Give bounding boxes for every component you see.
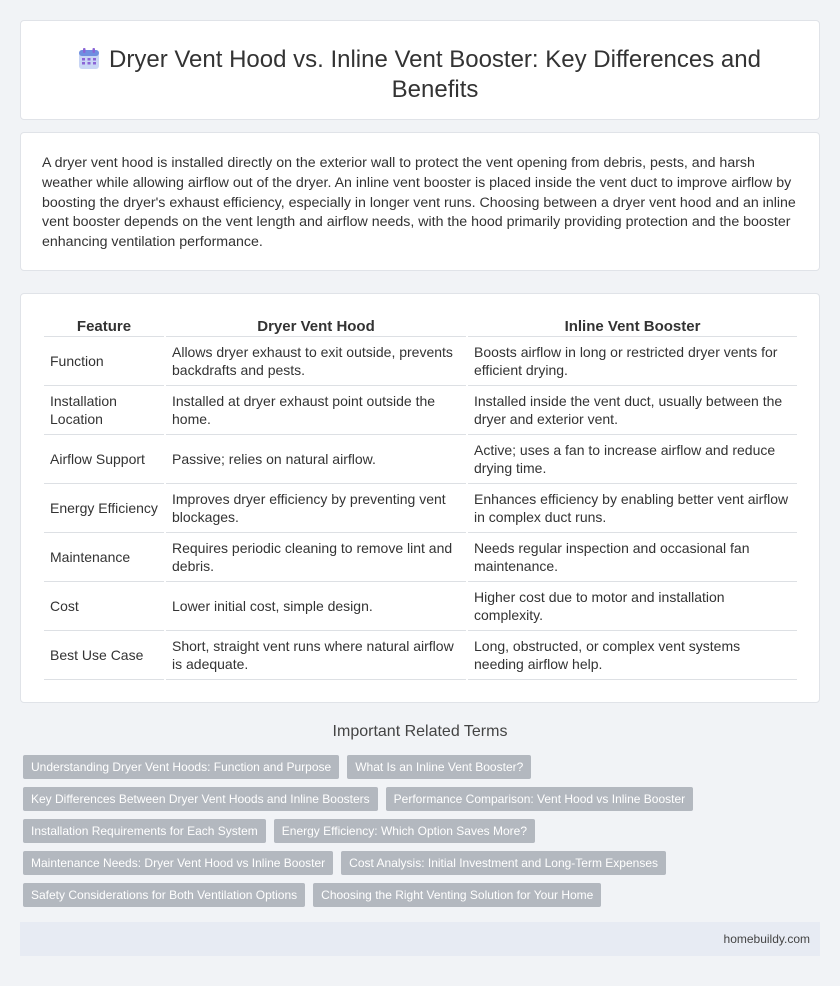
header-dryer-vent-hood: Dryer Vent Hood [166, 316, 466, 337]
related-term-link[interactable]: Understanding Dryer Vent Hoods: Function and Purpose [23, 755, 339, 779]
table-row [44, 484, 797, 533]
related-term-link[interactable]: Safety Considerations for Both Ventilation Options [23, 883, 305, 907]
page-title: Dryer Vent Hood vs. Inline Vent Booster: Key Differences and Benefits [109, 46, 761, 103]
title-card [20, 20, 820, 120]
hood-cell: Lower initial cost, simple design. [166, 582, 466, 631]
related-term-link[interactable]: Energy Efficiency: Which Option Saves More? [274, 819, 535, 843]
hood-cell: Requires periodic cleaning to remove lint and debris. [166, 533, 466, 582]
related-term-link[interactable]: Choosing the Right Venting Solution for Your Home [313, 883, 601, 907]
header-inline-vent-booster: Inline Vent Booster [468, 316, 797, 337]
table-row [44, 386, 797, 435]
related-term-link[interactable]: What Is an Inline Vent Booster? [347, 755, 531, 779]
feature-cell: Maintenance [44, 533, 164, 582]
feature-cell: Cost [44, 582, 164, 631]
related-terms-heading: Important Related Terms [332, 723, 508, 740]
comparison-table [42, 316, 799, 680]
hood-cell: Allows dryer exhaust to exit outside, prevents backdrafts and pests. [166, 337, 466, 386]
table-row [44, 631, 797, 680]
hood-cell: Installed at dryer exhaust point outside the home. [166, 386, 466, 435]
feature-cell: Best Use Case [44, 631, 164, 680]
hood-cell: Improves dryer efficiency by preventing vent blockages. [166, 484, 466, 533]
feature-cell: Function [44, 337, 164, 386]
header-feature: Feature [44, 316, 164, 337]
booster-cell: Enhances efficiency by enabling better vent airflow in complex duct runs. [468, 484, 797, 533]
table-header-row [44, 316, 797, 337]
related-term-link[interactable]: Performance Comparison: Vent Hood vs Inline Booster [386, 787, 693, 811]
feature-cell: Energy Efficiency [44, 484, 164, 533]
booster-cell: Long, obstructed, or complex vent systems needing airflow help. [468, 631, 797, 680]
table-row [44, 533, 797, 582]
feature-cell: Airflow Support [44, 435, 164, 484]
table-row [44, 435, 797, 484]
booster-cell: Boosts airflow in long or restricted dryer vents for efficient drying. [468, 337, 797, 386]
booster-cell: Higher cost due to motor and installation complexity. [468, 582, 797, 631]
hood-cell: Passive; relies on natural airflow. [166, 435, 466, 484]
intro-card [20, 132, 820, 271]
footer-site-name: homebuildy.com [723, 932, 810, 946]
table-row [44, 582, 797, 631]
related-term-link[interactable]: Installation Requirements for Each System [23, 819, 266, 843]
related-terms-list [23, 755, 823, 915]
hood-cell: Short, straight vent runs where natural airflow is adequate. [166, 631, 466, 680]
intro-paragraph: A dryer vent hood is installed directly on the exterior wall to protect the vent opening from debris, pests, and harsh weather while allowing airflow out of the dryer. An inline vent booster is placed inside the vent duct to improve airflow by boosting the dryer's exhaust efficiency, especially in longer vent runs. Choosing between a dryer vent hood and an inline vent booster depends on the vent length and airflow needs, with the hood primarily providing protection and the booster enhancing ventilation performance. [42, 155, 796, 251]
booster-cell: Active; uses a fan to increase airflow and reduce drying time. [468, 435, 797, 484]
feature-cell: Installation Location [44, 386, 164, 435]
footer [20, 922, 820, 956]
related-term-link[interactable]: Maintenance Needs: Dryer Vent Hood vs Inline Booster [23, 851, 333, 875]
comparison-card [20, 293, 820, 703]
related-term-link[interactable]: Key Differences Between Dryer Vent Hoods and Inline Boosters [23, 787, 378, 811]
booster-cell: Needs regular inspection and occasional fan maintenance. [468, 533, 797, 582]
related-term-link[interactable]: Cost Analysis: Initial Investment and Long-Term Expenses [341, 851, 666, 875]
booster-cell: Installed inside the vent duct, usually between the dryer and exterior vent. [468, 386, 797, 435]
table-row [44, 337, 797, 386]
